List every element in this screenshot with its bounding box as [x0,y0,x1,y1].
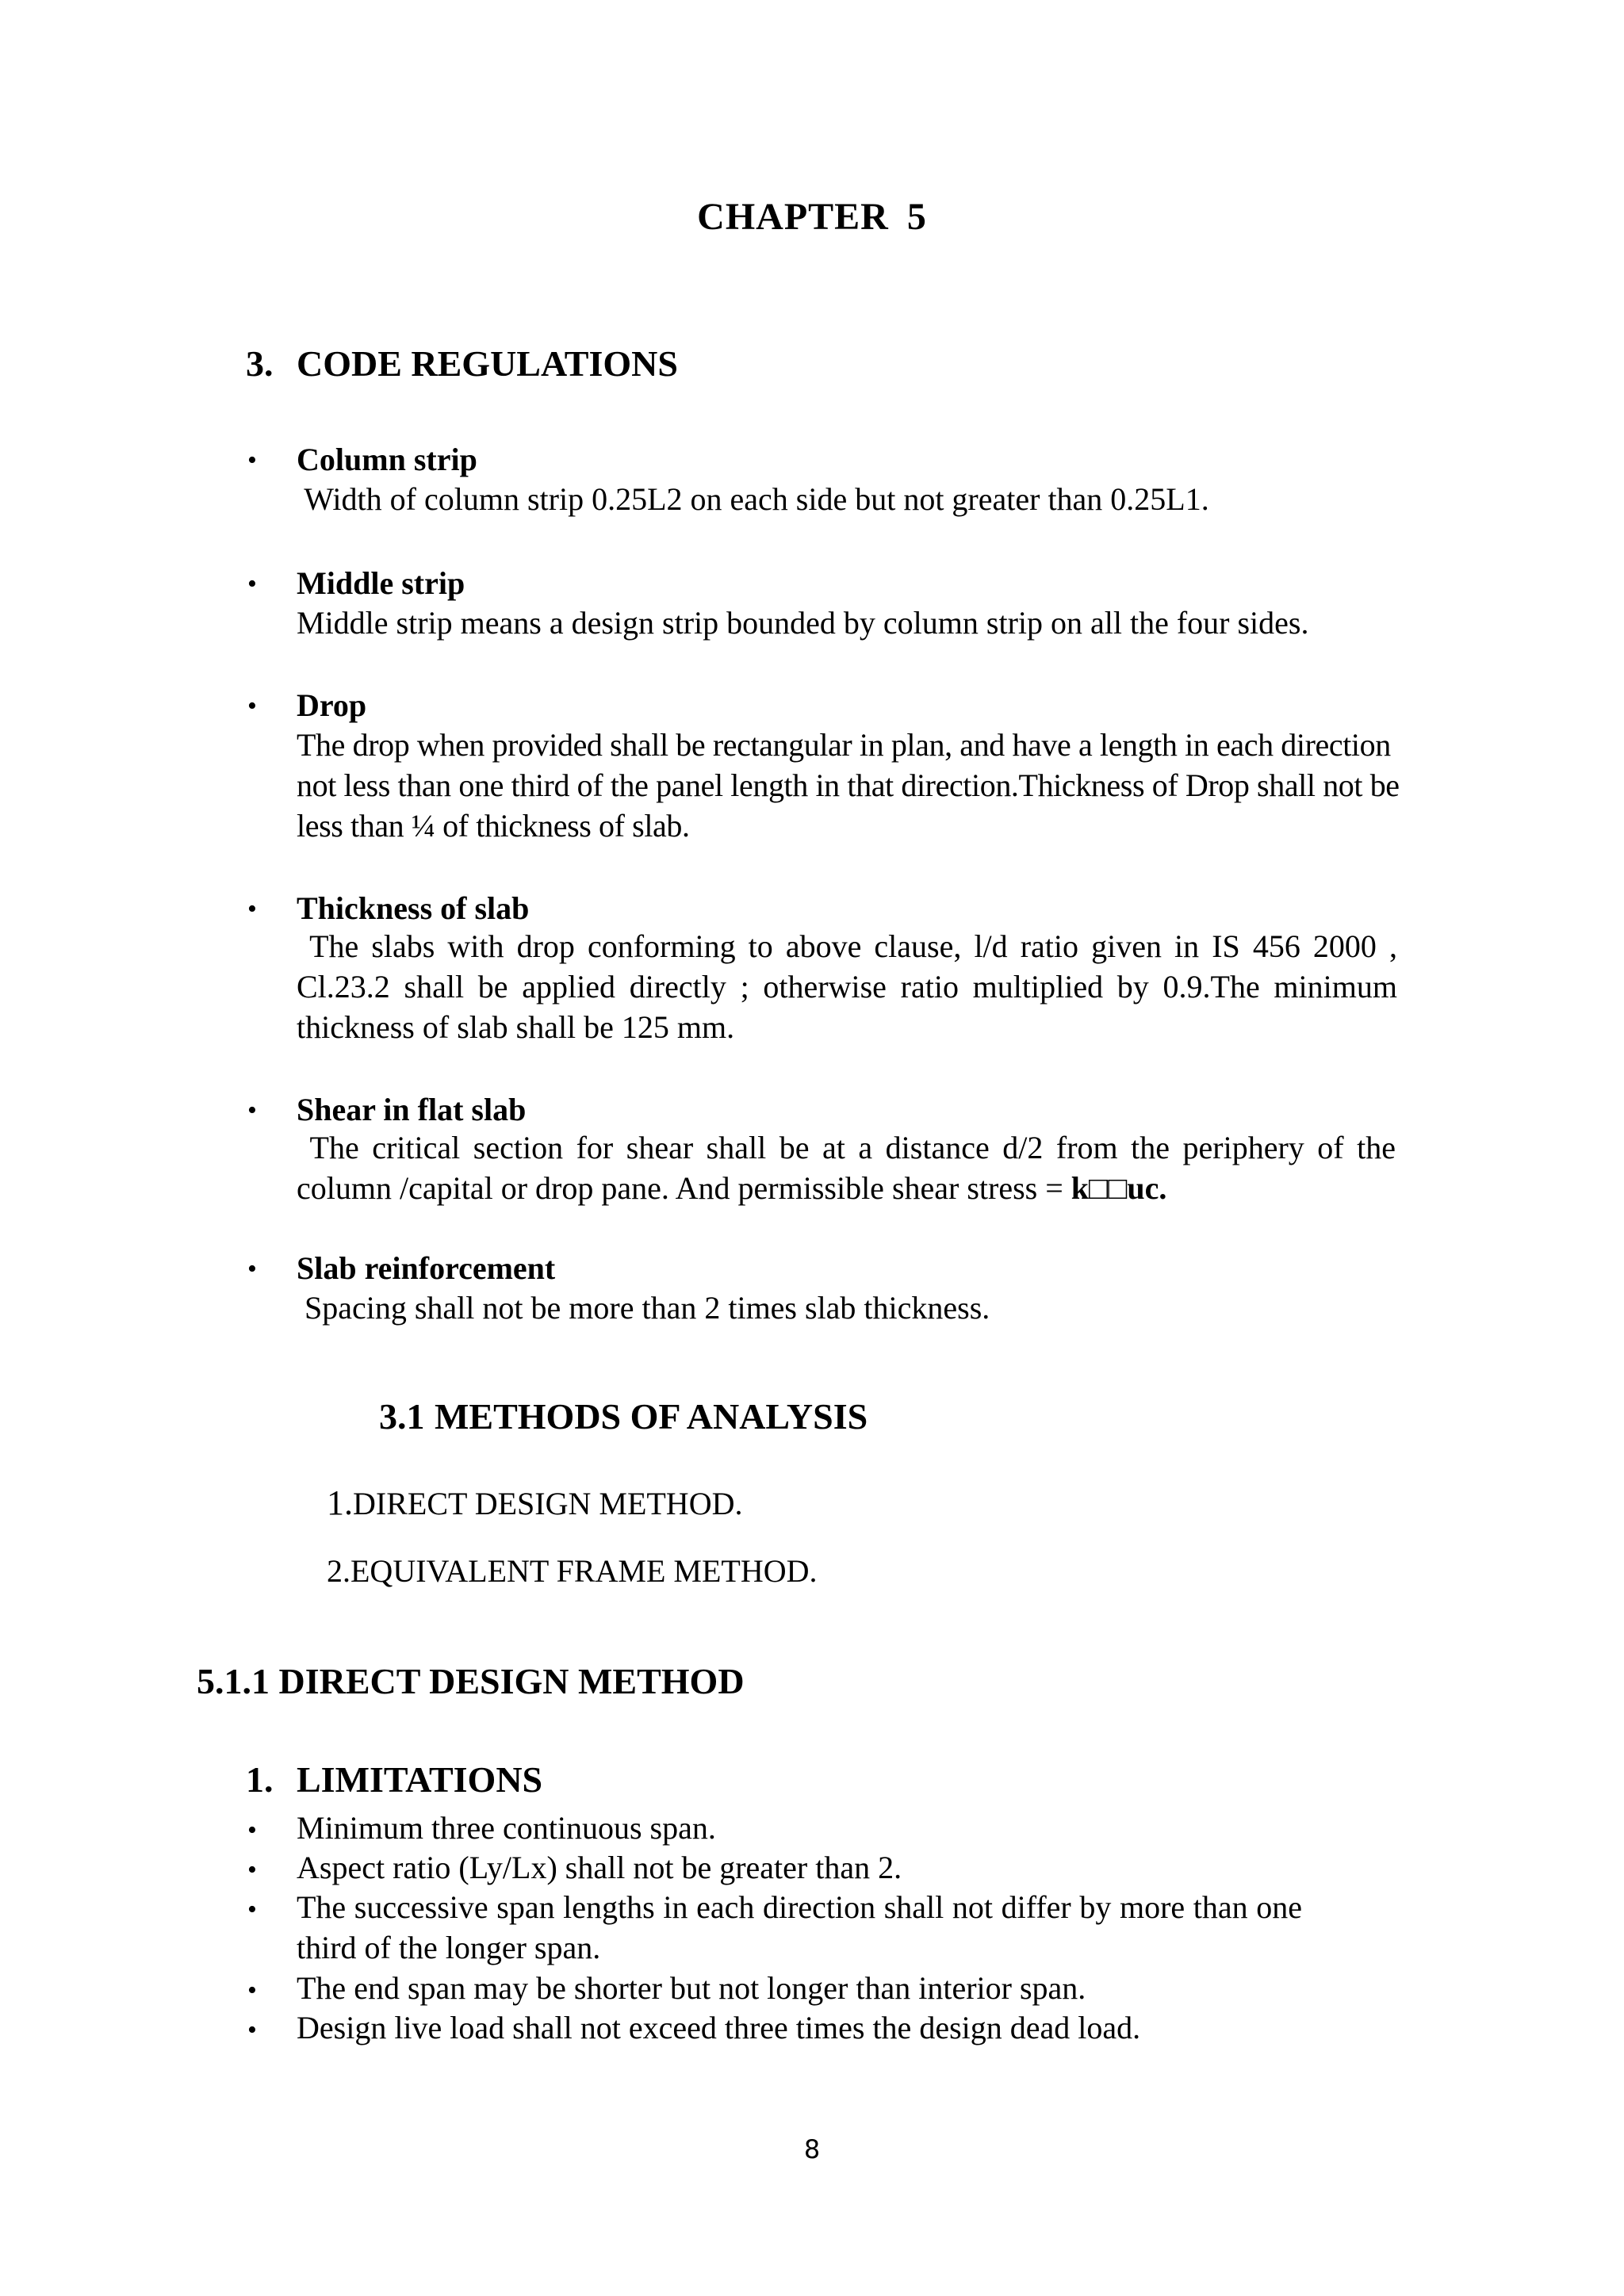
regulation-text-thickness-of-slab: The slabs with drop conforming to above clause, l/d ratio given in IS 456 2000 , Cl.23.2 shall be applied directly ; otherwise ratio multiplied by 0.9.The minimum thickness of slab shall be 125 mm. [297,928,1405,1045]
regulation-text-middle-strip: Middle strip means a design strip bounded by column strip on all the four sides. [297,605,1309,641]
bullet-icon: • [247,894,257,924]
ddm-heading: 5.1.1 DIRECT DESIGN METHOD [197,1661,745,1701]
regulation-title-column-strip: Column strip [297,442,477,477]
method-number: 2. [327,1553,350,1589]
regulation-text-slab-reinforcement: Spacing shall not be more than 2 times slab thickness. [297,1290,990,1326]
page-number: 8 [803,2134,821,2164]
shear-text: The critical section for shear shall be at a distance d/2 from the periphery of the column /capital or drop pane. And permissible shear stress = [297,1130,1404,1206]
bullet-icon: • [247,1855,257,1885]
method-item [327,1552,818,1590]
regulation-text-column-strip: Width of column strip 0.25L2 on each side but not greater than 0.25L1. [297,481,1209,517]
bullet-icon: • [247,2015,257,2045]
limitation-item: The successive span lengths in each direction shall not differ by more than one third of the longer span. [297,1889,1302,1965]
bullet-icon: • [247,569,257,599]
subsection-number: 3.1 [379,1396,425,1437]
bullet-icon: • [247,1096,257,1125]
chapter-title: CHAPTER 5 [697,196,927,238]
method-label: DIRECT DESIGN METHOD. [353,1486,743,1521]
bullet-icon: • [247,446,257,475]
bullet-icon: • [247,1254,257,1284]
regulation-title-slab-reinforcement: Slab reinforcement [297,1250,556,1286]
bullet-icon: • [247,1976,257,2005]
limitations-number: 1. [246,1759,274,1800]
shear-stress-symbol: k□□uc. [1071,1170,1167,1206]
section-number: 3. [246,343,274,384]
regulation-text-drop: The drop when provided shall be rectangular in plan, and have a length in each direction not less than one third of the panel length in that direction.Thickness of Drop shall not be less than ¼ of thickness of slab. [297,727,1400,844]
bullet-icon: • [247,1895,257,1924]
method-label: EQUIVALENT FRAME METHOD. [350,1553,818,1589]
regulation-title-drop: Drop [297,687,367,723]
method-number: 1. [327,1483,353,1522]
section-title: CODE REGULATIONS [297,343,678,384]
regulation-text-shear-in-flat-slab [297,1127,1404,1208]
method-item [327,1483,742,1523]
limitation-item: Aspect ratio (Ly/Lx) shall not be greater than 2. [297,1850,902,1885]
limitation-item: Minimum three continuous span. [297,1810,716,1846]
regulation-title-thickness-of-slab: Thickness of slab [297,890,530,926]
limitation-item: The end span may be shorter but not longer than interior span. [297,1970,1086,2006]
bullet-icon: • [247,1816,257,1845]
subsection-title: METHODS OF ANALYSIS [435,1396,868,1437]
limitation-item: Design live load shall not exceed three times the design dead load. [297,2010,1141,2045]
regulation-title-shear-in-flat-slab: Shear in flat slab [297,1092,527,1127]
bullet-icon: • [247,691,257,721]
regulation-title-middle-strip: Middle strip [297,565,465,601]
limitations-title: LIMITATIONS [297,1759,543,1800]
